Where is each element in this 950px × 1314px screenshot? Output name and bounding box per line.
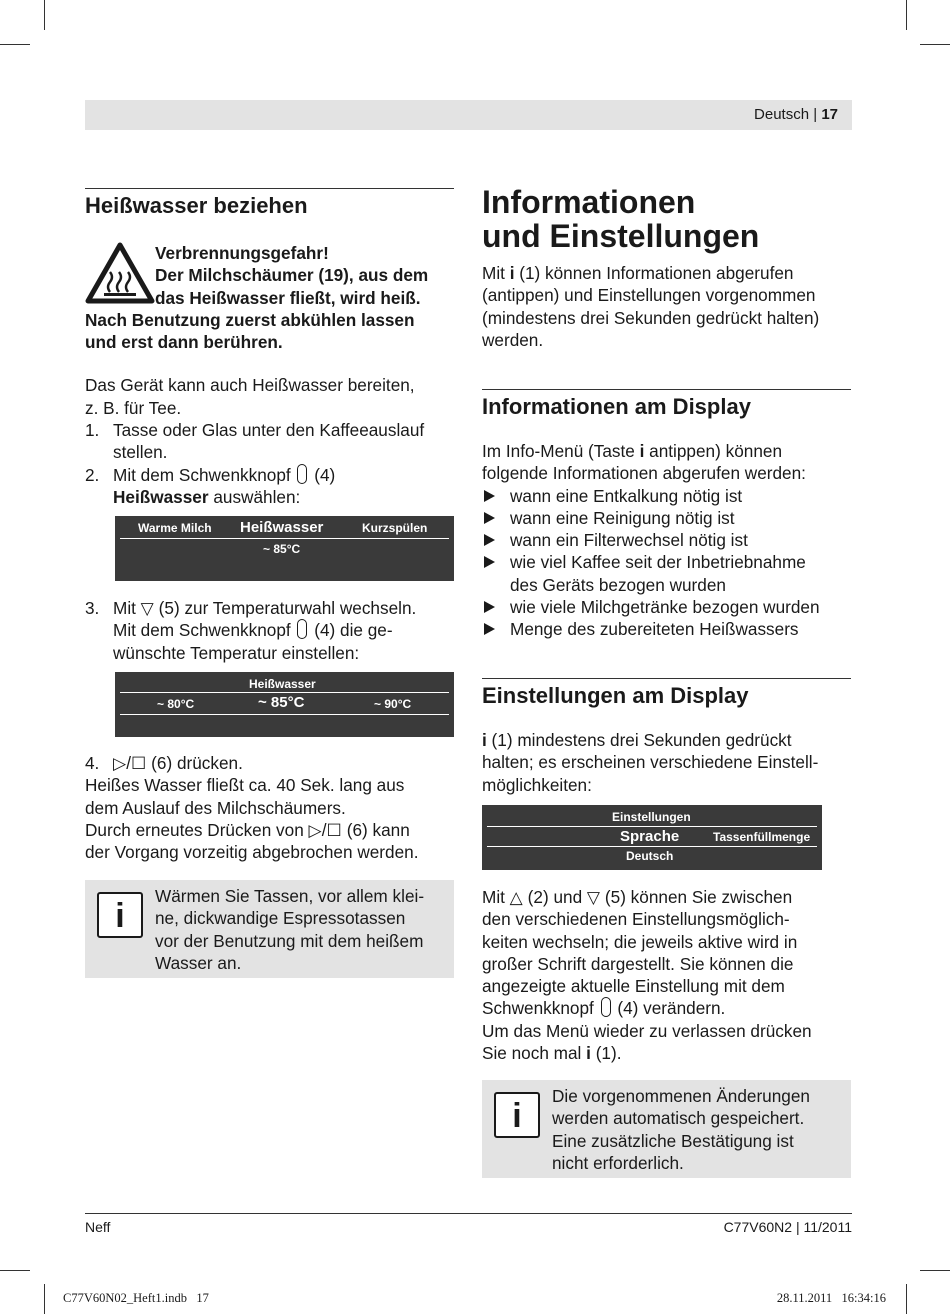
bullet-arrow-icon — [484, 623, 495, 635]
page-title: und Einstellungen — [482, 218, 760, 254]
body-line: großer Schrift dargestellt. Sie können die — [482, 953, 794, 974]
step-4 — [85, 752, 457, 774]
display-screen — [482, 805, 822, 870]
list-text: des Geräts bezogen wurden — [510, 574, 726, 595]
text-bold: i — [639, 441, 645, 461]
body-line: dem Auslauf des Milchschäumers. — [85, 797, 346, 818]
left-column — [85, 192, 457, 508]
step-text: (4) die ge- — [314, 620, 393, 641]
list-item — [482, 485, 854, 507]
list-item — [482, 507, 854, 529]
section-title: Einstellungen am Display — [482, 683, 749, 708]
intro-line: (antippen) und Einstellungen vorgenommen — [482, 285, 816, 306]
note-line: Eine zusätzliche Bestätigung ist — [552, 1130, 794, 1151]
bullet-arrow-icon — [484, 556, 495, 568]
body-line: halten; es erscheinen verschiedene Einstell- — [482, 752, 819, 773]
crop-mark — [44, 1284, 45, 1314]
body-line: folgende Informationen abgerufen werden: — [482, 463, 806, 484]
body-line: keiten wechseln; die jeweils aktive wird in — [482, 931, 798, 952]
intro-paragraph — [482, 262, 854, 351]
step-text: ▷/☐ (6) drücken. — [113, 753, 243, 773]
step-number: 4. — [85, 753, 100, 773]
step-text-bold: Heißwasser — [113, 486, 209, 507]
step-text: stellen. — [113, 442, 168, 463]
display-divider — [120, 714, 449, 715]
display-option: ~ 80°C — [157, 697, 195, 711]
text-bold: i — [586, 1043, 591, 1064]
section-rule — [85, 188, 454, 189]
crop-mark — [44, 0, 45, 30]
warning-block — [85, 242, 457, 353]
info-paragraph — [482, 440, 854, 485]
note-line: Wasser an. — [155, 952, 242, 973]
list-item — [482, 551, 854, 596]
info-note-text — [552, 1085, 852, 1174]
note-line: Die vorgenommenen Änderungen — [552, 1086, 810, 1106]
info-icon: i — [494, 1092, 540, 1138]
intro-line: Das Gerät kann auch Heißwasser bereiten, — [85, 375, 415, 396]
warning-line: Nach Benutzung zuerst abkühlen lassen — [85, 309, 415, 330]
text-bold: i — [482, 730, 487, 750]
bullet-arrow-icon — [484, 601, 495, 613]
display-option: Kurzspülen — [362, 521, 428, 535]
list-text: wann eine Entkalkung nötig ist — [510, 485, 743, 506]
settings-paragraph — [482, 729, 854, 796]
list-item — [482, 529, 854, 551]
note-line: Wärmen Sie Tassen, vor allem klei- — [155, 886, 425, 906]
section-title: Heißwasser beziehen — [85, 193, 308, 218]
warning-line: und erst dann berühren. — [85, 332, 283, 353]
display-title: Einstellungen — [612, 810, 691, 824]
hot-surface-warning-icon — [85, 242, 155, 304]
body-line: Um das Menü wieder zu verlassen drücken — [482, 1020, 812, 1041]
display-option-active: Sprache — [620, 828, 680, 845]
page-header — [85, 100, 852, 130]
right-column — [482, 185, 854, 351]
body-line: möglichkeiten: — [482, 774, 592, 795]
text: (1) können Informationen abgerufen — [514, 263, 794, 283]
step-number: 3. — [85, 598, 100, 618]
step-text: Mit dem Schwenkknopf — [113, 464, 291, 485]
bullet-arrow-icon — [484, 490, 495, 502]
display-divider — [120, 538, 449, 539]
step-text: wünschte Temperatur einstellen: — [113, 642, 360, 663]
footer-rule — [85, 1213, 852, 1214]
step-3 — [85, 597, 457, 664]
print-slug-date: 28.11.2011 16:34:16 — [776, 1291, 886, 1305]
crop-mark — [0, 1270, 30, 1271]
section-title: Informationen am Display — [482, 394, 751, 419]
rotary-knob-icon — [601, 997, 611, 1017]
list-text: Menge des zubereiteten Heißwassers — [510, 619, 799, 640]
intro-paragraph — [85, 374, 457, 419]
display-option: Tassenfüllmenge — [713, 830, 811, 844]
body-line: Durch erneutes Drücken von ▷/☐ (6) kann — [85, 819, 410, 840]
step-number: 1. — [85, 420, 100, 441]
text-bold: i — [509, 263, 515, 283]
body-line — [482, 440, 854, 462]
text: Mit — [482, 263, 510, 283]
crop-mark — [920, 1270, 950, 1271]
body-line — [482, 1042, 854, 1064]
section-rule — [482, 389, 851, 390]
note-line: vor der Benutzung mit dem heißem — [155, 930, 424, 951]
bullet-arrow-icon — [484, 512, 495, 524]
warning-line: das Heißwasser fließt, wird heiß. — [155, 287, 421, 308]
body-line: den verschiedenen Einstellungsmöglich- — [482, 909, 790, 930]
display-screen — [115, 516, 454, 581]
list-text: wann ein Filterwechsel nötig ist — [510, 530, 748, 551]
right-section-settings — [482, 682, 854, 796]
note-line: werden automatisch gespeichert. — [552, 1108, 805, 1129]
body-line: Heißes Wasser fließt ca. 40 Sek. lang aus — [85, 775, 405, 796]
rotary-knob-icon — [297, 619, 307, 639]
list-text: wie viel Kaffee seit der Inbetriebnahme — [510, 552, 806, 573]
header-separator: | — [813, 106, 818, 123]
footer-brand: Neff — [85, 1219, 111, 1235]
text: (1). — [590, 1043, 622, 1064]
body-line — [482, 997, 854, 1019]
display-option-active: Heißwasser — [240, 519, 324, 536]
info-note — [85, 880, 454, 978]
section-rule — [482, 678, 851, 679]
display-title: Heißwasser — [249, 677, 316, 691]
list-item — [482, 618, 854, 640]
print-slug-file: C77V60N02_Heft1.indb 17 — [63, 1291, 209, 1305]
text: Schwenkknopf — [482, 998, 594, 1019]
display-divider — [120, 692, 449, 693]
crop-mark — [906, 0, 907, 30]
step-2 — [85, 464, 457, 509]
display-option-active: ~ 85°C — [258, 694, 305, 711]
body-line — [482, 729, 854, 751]
note-line: nicht erforderlich. — [552, 1152, 684, 1173]
info-note-text — [155, 885, 455, 974]
text: (1) mindestens drei Sekunden gedrückt — [486, 730, 792, 750]
display-divider — [487, 826, 817, 827]
intro-line: werden. — [482, 329, 544, 350]
left-column-steps — [85, 597, 457, 664]
crop-mark — [0, 44, 30, 45]
list-item — [482, 596, 854, 618]
step-text: (4) — [314, 464, 336, 485]
display-value: ~ 85°C — [263, 542, 301, 556]
info-icon: i — [97, 892, 143, 938]
body-line: angezeigte aktuelle Einstellung mit dem — [482, 976, 785, 997]
page-title: Informationen — [482, 184, 696, 220]
list-text: wie viele Milchgetränke bezogen wurden — [510, 597, 820, 618]
note-line: ne, dickwandige Espressotassen — [155, 908, 406, 929]
text: Im Info-Menü (Taste — [482, 441, 640, 461]
intro-line: (mindestens drei Sekunden gedrückt halten) — [482, 307, 820, 328]
rotary-knob-icon — [297, 464, 307, 484]
display-option: Warme Milch — [138, 521, 212, 535]
header-text — [754, 106, 838, 123]
step-text: Mit dem Schwenkknopf — [113, 620, 291, 641]
body-line: der Vorgang vorzeitig abgebrochen werden. — [85, 842, 419, 863]
intro-line — [482, 262, 854, 284]
warning-line: Verbrennungsgefahr! — [155, 243, 329, 263]
crop-mark — [906, 1284, 907, 1314]
text: (4) verändern. — [617, 998, 726, 1019]
text: Sie noch mal — [482, 1043, 587, 1064]
header-language: Deutsch — [754, 106, 810, 123]
warning-line: Der Milchschäumer (19), aus dem — [155, 265, 429, 286]
display-screen — [115, 672, 454, 737]
info-note — [482, 1080, 851, 1178]
display-value: Deutsch — [626, 849, 674, 863]
page-number: 17 — [821, 106, 838, 123]
step-number: 2. — [85, 464, 100, 485]
step-text: Tasse oder Glas unter den Kaffeeauslauf — [113, 420, 425, 441]
left-column-end — [85, 752, 457, 863]
text: antippen) können — [644, 441, 782, 461]
right-section-info — [482, 393, 854, 641]
intro-line: z. B. für Tee. — [85, 397, 182, 418]
step-text: auswählen: — [208, 486, 301, 507]
bullet-arrow-icon — [484, 534, 495, 546]
body-line: Mit △ (2) und ▽ (5) können Sie zwischen — [482, 887, 793, 907]
step-text: Mit ▽ (5) zur Temperaturwahl wechseln. — [113, 598, 417, 618]
display-option: ~ 90°C — [374, 697, 412, 711]
step-1 — [85, 419, 457, 464]
list-text: wann eine Reinigung nötig ist — [510, 507, 735, 528]
display-divider — [487, 846, 817, 847]
right-section-settings-cont — [482, 886, 854, 1064]
footer-doc-id: C77V60N2 | 11/2011 — [723, 1219, 852, 1235]
crop-mark — [920, 44, 950, 45]
